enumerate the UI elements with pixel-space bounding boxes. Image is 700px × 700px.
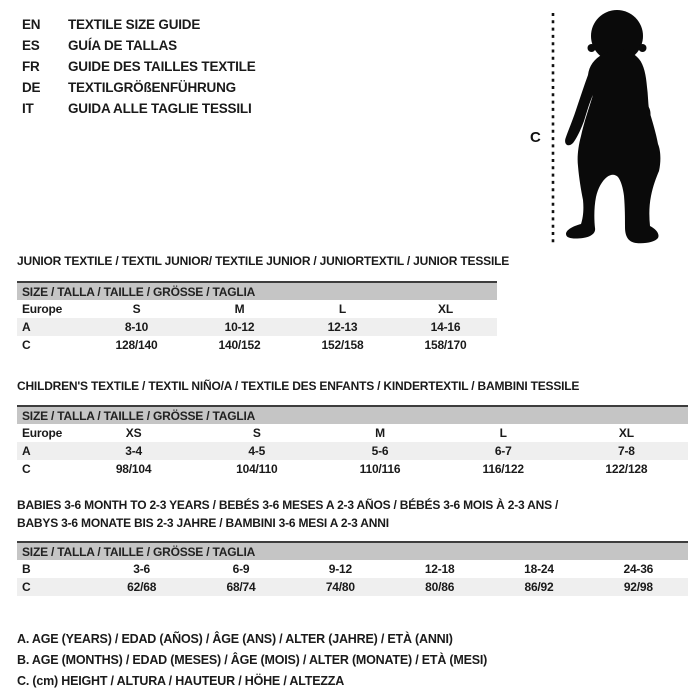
table-row-age <box>17 442 688 460</box>
table-row-height <box>17 460 688 478</box>
age-cell: 12-13 <box>327 320 358 334</box>
babies-title-line1: BABIES 3-6 MONTH TO 2-3 YEARS / BEBÉS 3-6 MESES A 2-3 AÑOS / BÉBÉS 3-6 MOIS À 2-3 ANS / <box>17 498 559 512</box>
age-cell: 10-12 <box>224 320 255 334</box>
language-title: TEXTILE SIZE GUIDE <box>68 17 201 32</box>
note-height-cm: C. (cm) HEIGHT / ALTURA / HAUTEUR / HÖHE / ALTEZZA <box>17 674 345 688</box>
language-row <box>22 77 256 98</box>
junior-table-title: JUNIOR TEXTILE / TEXTIL JUNIOR/ TEXTILE JUNIOR / JUNIORTEXTIL / JUNIOR TESSILE <box>17 254 510 268</box>
junior-size-table <box>17 281 497 354</box>
language-title: GUIDE DES TAILLES TEXTILE <box>68 59 256 74</box>
language-row <box>22 14 256 35</box>
height-cell: 74/80 <box>325 580 355 594</box>
age-cell: 18-24 <box>524 562 554 576</box>
age-cell: 14-16 <box>430 320 461 334</box>
row-label: C <box>22 338 31 352</box>
size-header-label: SIZE / TALLA / TAILLE / GRÖSSE / TAGLIA <box>22 284 256 299</box>
size-header-bar <box>17 281 497 300</box>
age-cell: 6-7 <box>494 444 512 458</box>
size-cell: S <box>252 426 261 440</box>
legend-notes <box>17 629 487 692</box>
height-cell: 158/170 <box>424 338 467 352</box>
size-header-label: SIZE / TALLA / TAILLE / GRÖSSE / TAGLIA <box>22 408 256 423</box>
height-cell: 86/92 <box>524 580 554 594</box>
height-cell: 122/128 <box>605 462 648 476</box>
size-cell: M <box>375 426 385 440</box>
language-row <box>22 98 256 119</box>
size-cell: XL <box>438 302 453 316</box>
babies-table-title <box>17 496 558 532</box>
age-cell: 3-6 <box>133 562 151 576</box>
row-label: C <box>22 462 31 476</box>
age-cell: 7-8 <box>618 444 635 458</box>
table-row-height <box>17 578 688 596</box>
language-row <box>22 35 256 56</box>
language-code: EN <box>22 17 41 32</box>
children-table-title: CHILDREN'S TEXTILE / TEXTIL NIÑO/A / TEXTILE DES ENFANTS / KINDERTEXTIL / BAMBINI TESSILE <box>17 379 580 393</box>
language-code: ES <box>22 38 40 53</box>
language-code: FR <box>22 59 40 74</box>
height-measure-label: C <box>530 129 541 146</box>
table-row-europe <box>17 300 497 318</box>
table-row-height <box>17 336 497 354</box>
height-cell: 128/140 <box>115 338 158 352</box>
language-title: GUIDA ALLE TAGLIE TESSILI <box>68 101 252 116</box>
height-cell: 80/86 <box>425 580 455 594</box>
age-cell: 4-5 <box>248 444 266 458</box>
size-cell: XS <box>125 426 142 440</box>
age-cell: 9-12 <box>328 562 352 576</box>
size-cell: L <box>499 426 507 440</box>
height-cell: 104/110 <box>236 462 278 476</box>
note-age-years: A. AGE (YEARS) / EDAD (AÑOS) / ÂGE (ANS) / ALTER (JAHRE) / ETÀ (ANNI) <box>17 632 453 646</box>
babies-size-table <box>17 541 688 596</box>
children-size-table <box>17 405 688 478</box>
language-title: TEXTILGRÖßENFÜHRUNG <box>68 80 236 95</box>
language-list <box>22 14 256 119</box>
height-cell: 110/116 <box>359 462 401 476</box>
height-figure <box>520 0 700 250</box>
height-cell: 62/68 <box>127 580 157 594</box>
row-label: A <box>22 444 31 458</box>
language-code: IT <box>22 101 34 116</box>
size-cell: M <box>234 302 245 316</box>
size-header-label: SIZE / TALLA / TAILLE / GRÖSSE / TAGLIA <box>22 544 256 559</box>
size-header-bar <box>17 405 688 424</box>
babies-title-line2: BABYS 3-6 MONATE BIS 2-3 JAHRE / BAMBINI 3-6 MESI A 2-3 ANNI <box>17 516 389 530</box>
language-title: GUÍA DE TALLAS <box>68 38 177 53</box>
height-cell: 98/104 <box>115 462 152 476</box>
height-cell: 140/152 <box>218 338 261 352</box>
table-row-europe <box>17 424 688 442</box>
height-cell: 68/74 <box>226 580 256 594</box>
height-cell: 92/98 <box>623 580 653 594</box>
size-cell: S <box>132 302 141 316</box>
row-label: Europe <box>22 426 63 440</box>
height-cell: 152/158 <box>321 338 364 352</box>
table-row-age <box>17 318 497 336</box>
toddler-silhouette-icon <box>565 10 660 243</box>
note-age-months: B. AGE (MONTHS) / EDAD (MESES) / ÂGE (MOIS) / ALTER (MONATE) / ETÀ (MESI) <box>17 653 488 667</box>
size-header-bar <box>17 541 688 560</box>
size-cell: L <box>338 302 347 316</box>
row-label: B <box>22 562 31 576</box>
row-label: A <box>22 320 31 334</box>
table-row-age-months <box>17 560 688 578</box>
size-cell: XL <box>618 426 634 440</box>
language-row <box>22 56 256 77</box>
age-cell: 3-4 <box>125 444 142 458</box>
age-cell: 6-9 <box>232 562 250 576</box>
age-cell: 24-36 <box>623 562 654 576</box>
height-cell: 116/122 <box>482 462 524 476</box>
age-cell: 8-10 <box>124 320 149 334</box>
age-cell: 12-18 <box>424 562 455 576</box>
row-label: C <box>22 580 31 594</box>
age-cell: 5-6 <box>371 444 389 458</box>
language-code: DE <box>22 80 41 95</box>
row-label: Europe <box>22 302 63 316</box>
